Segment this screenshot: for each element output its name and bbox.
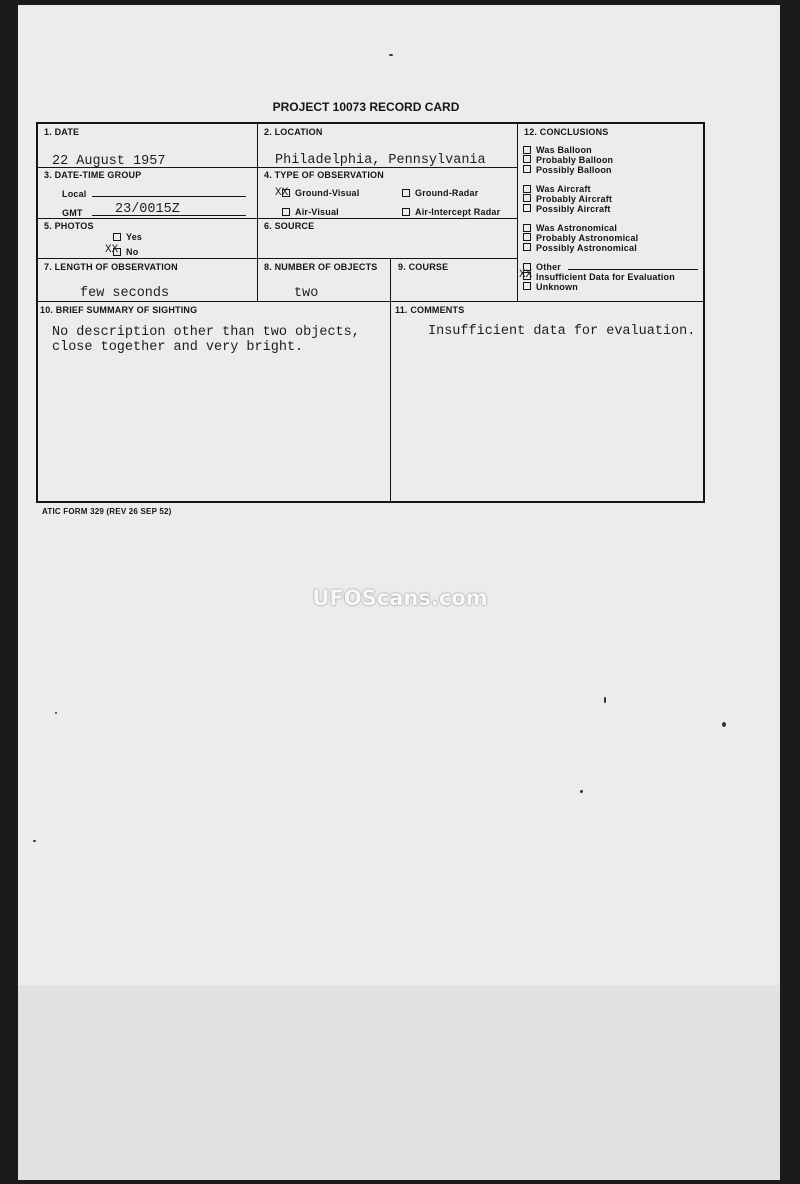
conclusion-possibly-balloon: Possibly Balloon	[523, 165, 613, 175]
option-ground-visual: Ground-Visual	[282, 188, 359, 198]
summary-line-1: No description other than two objects,	[52, 325, 360, 340]
scan-speck	[33, 840, 36, 842]
conclusion-was-astronomical: Was Astronomical	[523, 223, 638, 233]
conclusion-probably-balloon: Probably Balloon	[523, 155, 613, 165]
local-underline	[92, 196, 246, 197]
scan-speck	[604, 697, 606, 703]
conclusions-group-aircraft	[523, 184, 612, 213]
divider-col-2	[517, 122, 518, 302]
summary-line-2: close together and very bright.	[52, 340, 304, 355]
course-label: 9. COURSE	[398, 262, 449, 272]
checkbox-icon	[402, 208, 410, 216]
location-label: 2. LOCATION	[264, 127, 323, 137]
length-label: 7. LENGTH OF OBSERVATION	[44, 262, 178, 272]
divider-col-1	[257, 122, 258, 302]
conclusions-label: 12. CONCLUSIONS	[524, 127, 609, 137]
conclusion-was-aircraft: Was Aircraft	[523, 184, 612, 194]
divider-row-4	[36, 301, 705, 302]
checkbox-icon	[523, 243, 531, 251]
checkbox-icon	[523, 204, 531, 212]
checkbox-icon	[523, 155, 531, 163]
checkbox-icon	[523, 185, 531, 193]
card-border-top	[36, 122, 705, 124]
watermark: UFOScans.com	[312, 586, 488, 610]
checkbox-icon	[523, 165, 531, 173]
ground-visual-checkmark: XX	[275, 187, 289, 199]
length-value: few seconds	[80, 286, 170, 301]
checkbox-icon	[523, 224, 531, 232]
dtg-label: 3. DATE-TIME GROUP	[44, 170, 142, 180]
gmt-label: GMT	[62, 208, 83, 218]
scan-speck	[580, 790, 583, 793]
card-title: PROJECT 10073 RECORD CARD	[272, 100, 460, 114]
comments-value: Insufficient data for evaluation.	[428, 324, 696, 339]
checkbox-icon	[113, 233, 121, 241]
conclusion-possibly-aircraft: Possibly Aircraft	[523, 204, 612, 214]
type-observation-label: 4. TYPE OF OBSERVATION	[264, 170, 384, 180]
form-number: ATIC FORM 329 (REV 26 SEP 52)	[42, 507, 172, 516]
date-value: 22 August 1957	[52, 154, 166, 169]
conclusions-group-other	[523, 262, 675, 291]
option-air-visual: Air-Visual	[282, 207, 339, 217]
option-photos-no: No	[113, 247, 138, 257]
date-label: 1. DATE	[44, 127, 80, 137]
scan-speck	[722, 722, 726, 727]
comments-label: 11. COMMENTS	[395, 305, 465, 315]
photos-no-checkmark: XX	[105, 244, 119, 256]
option-ground-radar: Ground-Radar	[402, 188, 478, 198]
summary-label: 10. BRIEF SUMMARY OF SIGHTING	[40, 305, 198, 315]
conclusion-probably-astronomical: Probably Astronomical	[523, 233, 638, 243]
conclusion-probably-aircraft: Probably Aircraft	[523, 194, 612, 204]
checkbox-icon	[523, 233, 531, 241]
conclusion-insufficient-data: Insufficient Data for Evaluation	[523, 272, 675, 282]
checkbox-icon	[282, 208, 290, 216]
scan-speck	[55, 712, 57, 714]
gmt-value: 23/0015Z	[115, 202, 180, 217]
card-border-left	[36, 122, 38, 503]
divider-row-2	[36, 218, 518, 219]
num-objects-value: two	[294, 286, 319, 301]
local-label: Local	[62, 189, 87, 199]
checkbox-icon	[402, 189, 410, 197]
card-border-right	[703, 122, 705, 503]
conclusions-group-astronomical	[523, 223, 638, 252]
checkbox-icon	[523, 282, 531, 290]
source-label: 6. SOURCE	[264, 221, 315, 231]
option-air-intercept-radar: Air-Intercept Radar	[402, 207, 500, 217]
card-border-bottom	[36, 501, 705, 503]
insufficient-data-checkmark: XX	[519, 269, 533, 281]
checkbox-icon	[523, 194, 531, 202]
option-photos-yes: Yes	[113, 232, 142, 242]
num-objects-label: 8. NUMBER OF OBJECTS	[264, 262, 378, 272]
scan-speck	[389, 54, 393, 56]
divider-col-3	[390, 258, 391, 503]
location-value: Philadelphia, Pennsylvania	[275, 153, 486, 168]
conclusions-group-balloon	[523, 145, 613, 174]
photos-label: 5. PHOTOS	[44, 221, 94, 231]
conclusion-possibly-astronomical: Possibly Astronomical	[523, 243, 638, 253]
checkbox-icon	[523, 146, 531, 154]
conclusion-was-balloon: Was Balloon	[523, 145, 613, 155]
conclusion-unknown: Unknown	[523, 282, 675, 292]
divider-row-3	[36, 258, 518, 259]
conclusion-other: Other	[523, 262, 675, 272]
